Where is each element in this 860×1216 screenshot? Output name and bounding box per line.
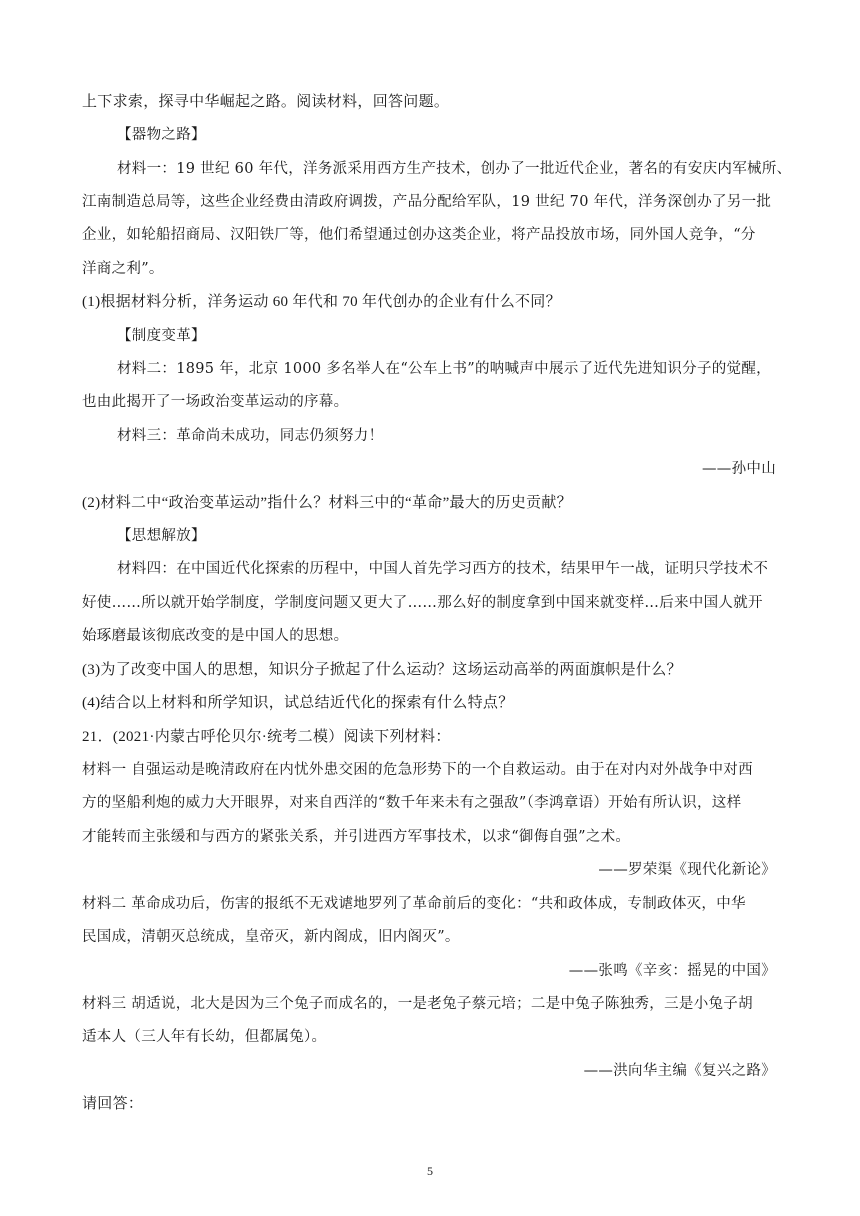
material-one-line-1: 材料一：19 世纪 60 年代，洋务派采用西方生产技术，创办了一批近代企业，著名的有安庆内军械所、 — [117, 161, 792, 177]
p21-material-two-line-1: 材料二 革命成功后，伤害的报纸不无戏谑地罗列了革命前后的变化：“共和政体成，专制政体灭，中华 — [82, 896, 746, 912]
question-4: (4)结合以上材料和所学知识，试总结近代化的探索有什么特点？ — [82, 695, 514, 711]
p21-material-three-line-2: 适本人（三人年有长幼，但都属兔）。 — [82, 1029, 327, 1045]
attribution-sun-zhongshan: ——孙中山 — [702, 461, 776, 477]
p21-material-three-line-1: 材料三 胡适说，北大是因为三个兔子而成名的，一是老兔子蔡元培；二是中兔子陈独秀，三是小兔子胡 — [82, 996, 753, 1012]
attribution-luo-rongqu: ——罗荣渠《现代化新论》 — [598, 862, 776, 878]
p21-material-one-line-1: 材料一 自强运动是晚清政府在内忧外患交困的危急形势下的一个自救运动。由于在对内对外战争中对西 — [82, 762, 753, 778]
page-number: 5 — [427, 1164, 433, 1178]
section-heading-qiwu: 【器物之路】 — [117, 127, 206, 143]
question-2: (2)材料二中“政治变革运动”指什么？材料三中的“革命”最大的历史贡献？ — [82, 495, 572, 511]
material-four-line-1: 材料四：在中国近代化探索的历程中，中国人首先学习西方的技术，结果甲午一战，证明只学技术不 — [117, 561, 769, 577]
question-3: (3)为了改变中国人的思想，知识分子掀起了什么运动？这场运动高举的两面旗帜是什么？ — [82, 662, 682, 678]
problem-21-header: 21．(2021·内蒙古呼伦贝尔·统考二模）阅读下列材料： — [82, 729, 451, 745]
material-four-line-2: 好使……所以就开始学制度，学制度问题又更大了……那么好的制度拿到中国来就变样…后来中国人就开 — [82, 595, 763, 611]
p21-material-two-line-2: 民国成，清朝灭总统成，皇帝灭，新内阁成，旧内阁灭”。 — [82, 929, 460, 945]
material-one-line-4: 洋商之利”。 — [82, 261, 164, 277]
intro-line: 上下求索，探寻中华崛起之路。阅读材料，回答问题。 — [82, 94, 450, 110]
section-heading-sixiang: 【思想解放】 — [117, 528, 206, 544]
p21-material-one-line-2: 方的坚船利炮的威力大开眼界，对来自西洋的“数千年来未有之强敌”（李鸿章语）开始有所认识，这样 — [82, 795, 742, 811]
attribution-hong-xianghua: ——洪向华主编《复兴之路》 — [583, 1063, 776, 1079]
attribution-zhang-ming: ——张鸣《辛亥：摇晃的中国》 — [568, 963, 776, 979]
material-two-line-2: 也由此揭开了一场政治变革运动的序幕。 — [82, 394, 349, 410]
section-heading-zhidu: 【制度变革】 — [117, 328, 206, 344]
p21-material-one-line-3: 才能转而主张缓和与西方的紧张关系，并引进西方军事技术，以求“御侮自强”之术。 — [82, 829, 631, 845]
please-answer: 请回答： — [82, 1096, 144, 1112]
material-three: 材料三：革命尚未成功，同志仍须努力！ — [117, 428, 384, 444]
material-one-line-3: 企业，如轮船招商局、汉阳铁厂等，他们希望通过创办这类企业，将产品投放市场，同外国人竞争，“分 — [82, 227, 756, 243]
material-two-line-1: 材料二：1895 年，北京 1000 多名举人在“公车上书”的呐喊声中展示了近代先进知识分子的觉醒， — [117, 361, 771, 377]
material-one-line-2: 江南制造总局等，这些企业经费由清政府调拨，产品分配给军队，19 世纪 70 年代，洋务深创办了另一批 — [82, 194, 772, 210]
question-1: (1)根据材料分析，洋务运动 60 年代和 70 年代创办的企业有什么不同？ — [82, 294, 561, 310]
material-four-line-3: 始琢磨最该彻底改变的是中国人的思想。 — [82, 628, 349, 644]
